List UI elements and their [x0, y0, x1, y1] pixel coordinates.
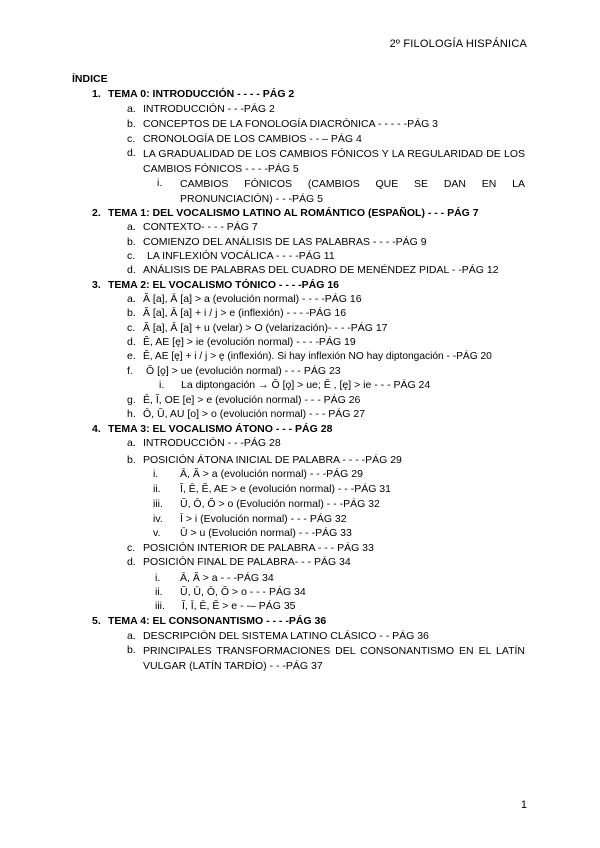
toc-text: TEMA 0: INTRODUCCIÓN - - - - PÁG 2 — [108, 88, 295, 100]
toc-text: Ĕ, AE [ę] > ie (evolución normal) - - - -PÁG 19 — [143, 336, 356, 348]
toc-number: d. — [127, 336, 136, 348]
toc-number: ii. — [153, 483, 161, 495]
toc-text: TEMA 4: EL CONSONANTISMO - - - -PÁG 36 — [108, 615, 327, 627]
toc-text: POSICIÓN FINAL DE PALABRA- - - PÁG 34 — [143, 556, 351, 568]
toc-number: g. — [127, 394, 136, 406]
toc-number: v. — [153, 527, 161, 539]
toc-number: a. — [127, 630, 136, 642]
toc-number: d. — [127, 264, 136, 276]
toc-number: c. — [127, 250, 136, 262]
toc-text: TEMA 1: DEL VOCALISMO LATINO AL ROMÁNTICO (ESPAÑOL) - - - PÁG 7 — [108, 207, 479, 219]
toc-number: i. — [153, 468, 159, 480]
toc-text: DESCRIPCIÓN DEL SISTEMA LATINO CLÁSICO - - PÁG 36 — [143, 630, 429, 642]
toc-text: Ŏ [ǫ] > ue (evolución normal) - - - PÁG 23 — [146, 365, 341, 377]
toc-number: c. — [127, 542, 136, 554]
toc-text: Ī > i (Evolución normal) - - - PÁG 32 — [180, 513, 347, 525]
toc-number: f. — [127, 365, 133, 377]
toc-number: a. — [127, 103, 136, 115]
toc-number: b. — [127, 644, 136, 656]
toc-number: e. — [127, 350, 136, 362]
toc-text: POSICIÓN ÁTONA INICIAL DE PALABRA - - - -PÁG 29 — [143, 454, 402, 466]
toc-text: Ō, Ŭ, AU [o] > o (evolución normal) - - - PÁG 27 — [143, 408, 366, 420]
toc-text: POSICIÓN INTERIOR DE PALABRA - - - PÁG 33 — [143, 542, 374, 554]
toc-number: h. — [127, 408, 136, 420]
toc-text: PRINCIPALES TRANSFORMACIONES DEL CONSONANTISMO EN EL LATÍN VULGAR (LATÍN TARDÍO) - - -PÁG 37 — [143, 645, 525, 672]
toc-text: La diptongación → Ŏ [ǫ] > ue; Ĕ , [ę] > ie - - - PÁG 24 — [181, 379, 431, 391]
toc-text: TEMA 3: EL VOCALISMO ÁTONO - - - PÁG 28 — [108, 423, 333, 435]
toc-number: b. — [127, 236, 136, 248]
toc-text: Ŭ, Ū, Ō, Ŏ > o - - - PÁG 34 — [180, 586, 306, 598]
toc-text: Ē, Ĭ, OE [e] > e (evolución normal) - - - PÁG 26 — [143, 394, 361, 406]
toc-text: CAMBIOS FÓNICOS (CAMBIOS QUE SE DAN EN LA PRONUNCIACIÓN) - - -PÁG 5 — [180, 178, 525, 205]
toc-number: 2. — [92, 207, 101, 219]
document-header: 2º FILOLOGÍA HISPÁNICA — [389, 38, 527, 50]
toc-text: Ĕ, AE [ę] + i / j > ę (inflexión). Si hay inflexión NO hay diptongación - -PÁG 20 — [143, 351, 492, 362]
toc-number: a. — [127, 221, 136, 233]
toc-number: c. — [127, 133, 136, 145]
toc-text: CRONOLOGÍA DE LOS CAMBIOS - - – PÁG 4 — [143, 133, 362, 145]
toc-text: ANÁLISIS DE PALABRAS DEL CUADRO DE MENÉNDEZ PIDAL - -PÁG 12 — [143, 264, 499, 276]
toc-text: Ĭ, Ē, Ĕ, AE > e (evolución normal) - - -PÁG 31 — [180, 483, 391, 495]
toc-text: COMIENZO DEL ANÁLISIS DE LAS PALABRAS - - - -PÁG 9 — [143, 236, 427, 248]
toc-number: a. — [127, 293, 136, 305]
toc-number: i. — [159, 379, 165, 391]
toc-text: Ĭ, Ī, Ē, Ĕ > e - -– PÁG 35 — [182, 600, 296, 612]
toc-text: Ā, Ă > a - - -PÁG 34 — [180, 572, 274, 584]
toc-number: d. — [127, 147, 136, 159]
toc-text: INTRODUCCIÓN - - -PÁG 2 — [143, 103, 275, 115]
toc-text: LA GRADUALIDAD DE LOS CAMBIOS FÓNICOS Y LA REGULARIDAD DE LOS CAMBIOS FÓNICOS - - - -PÁG 5 — [143, 148, 525, 175]
toc-text: Ŭ, Ō, Ŏ > o (Evolución normal) - - -PÁG 32 — [180, 498, 380, 510]
toc-number: i. — [155, 572, 161, 584]
toc-number: i. — [157, 177, 163, 189]
toc-number: iv. — [153, 513, 163, 525]
toc-number: a. — [127, 437, 136, 449]
toc-text: Ă [a], Ā [a] > a (evolución normal) - - - -PÁG 16 — [143, 293, 362, 305]
toc-number: b. — [127, 454, 136, 466]
toc-number: 3. — [92, 279, 101, 291]
toc-number: b. — [127, 307, 136, 319]
toc-number: iii. — [153, 498, 163, 510]
toc-number: 1. — [92, 88, 101, 100]
toc-number: b. — [127, 118, 136, 130]
toc-text: Ă [a], Ā [a] + i / j > e (inflexión) - - - -PÁG 16 — [143, 307, 347, 319]
toc-text: CONCEPTOS DE LA FONOLOGÍA DIACRÓNICA - - - - -PÁG 3 — [143, 118, 439, 130]
toc-number: d. — [127, 556, 136, 568]
toc-number: 5. — [92, 615, 101, 627]
index-title: ÍNDICE — [72, 73, 108, 85]
toc-text: LA INFLEXIÓN VOCÁLICA - - - -PÁG 11 — [147, 250, 335, 262]
page-number: 1 — [520, 799, 527, 811]
toc-text: Ū > u (Evolución normal) - - -PÁG 33 — [180, 527, 352, 539]
toc-text: Ā, Ă > a (evolución normal) - - -PÁG 29 — [180, 468, 363, 480]
toc-number: c. — [127, 322, 136, 334]
toc-number: 4. — [92, 423, 101, 435]
toc-text: INTRODUCCIÓN - - -PÁG 28 — [143, 437, 281, 449]
toc-text: Ă [a], Ā [a] + u (velar) > O (velarización)- - - -PÁG 17 — [143, 322, 388, 334]
toc-text: CONTEXTO- - - - PÁG 7 — [143, 221, 258, 233]
toc-number: iii. — [155, 600, 165, 612]
toc-number: ii. — [155, 586, 163, 598]
toc-text: TEMA 2: EL VOCALISMO TÓNICO - - - -PÁG 16 — [108, 279, 340, 291]
